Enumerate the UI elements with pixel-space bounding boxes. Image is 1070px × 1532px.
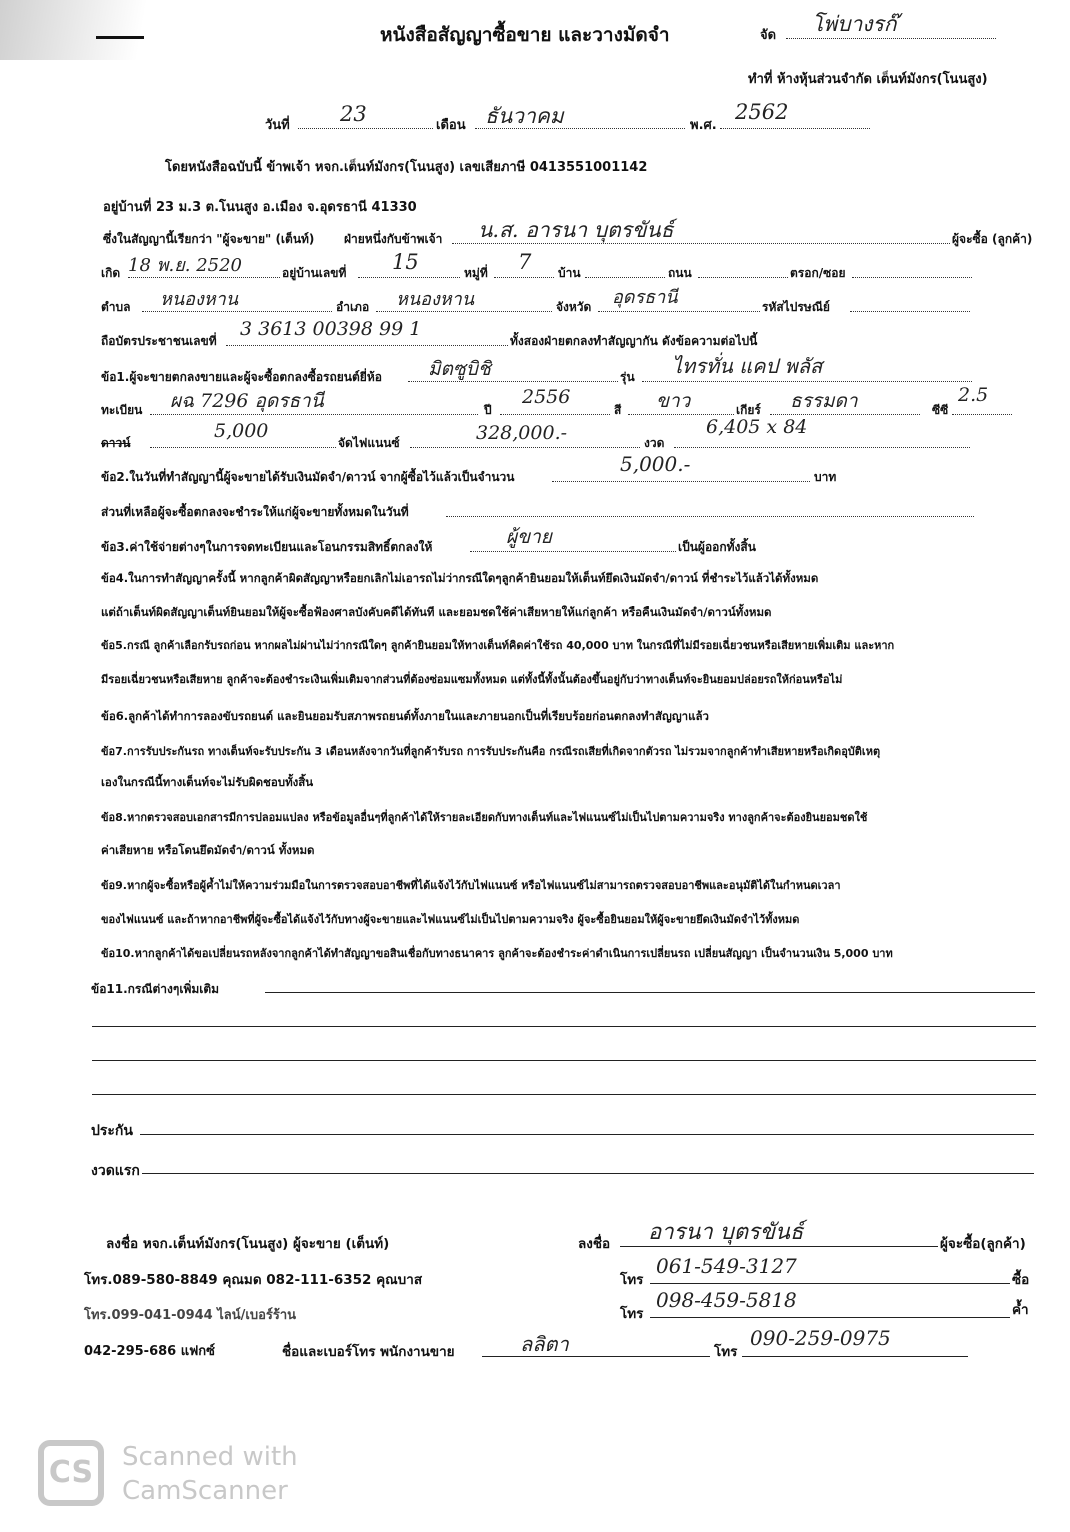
intro-line-3a: ซึ่งในสัญญานี้เรียกว่า "ผู้จะขาย" (เต็นท์) [103,232,315,246]
road-label: ถนน [668,266,692,280]
installment-label: งวด [644,436,665,450]
gear-label: เกียร์ [736,403,761,417]
clause-9a: ข้อ9.หากผู้จะซื้อหรือผู้ค้ำไม่ให้ความร่วมมือในการตรวจสอบอาชีพที่ได้แจ้งไว้กับไฟแนนซ์ หรือไฟแนนซ์ไม่สามารถตรวจสอบอาชีพและอนุมัติได้ในกำหนดเวลา [101,879,841,892]
watermark-line-1: Scanned with [122,1442,298,1472]
clause-2-dots [552,481,810,482]
installment-dots [674,447,970,448]
clause-9b: ของไฟแนนซ์ และถ้าหากอาชีพที่ผู้จะซื้อได้แจ้งไว้กับทางผู้จะขายและไฟแนนซ์ไม่เป็นไปตามความจริง ผู้จะซื้อยินยอมให้ผู้จะขายยึดเงินมัดจำไว้ทั้งหมด [101,913,800,926]
year-label: พ.ศ. [690,118,717,133]
id-value: 3 3613 00398 99 1 [240,318,422,340]
id-dots [226,345,508,346]
made-at-value: โพ่บางรก๊ [812,12,897,36]
clause-11-line-2 [92,1026,1036,1027]
soi-label: ตรอก/ซอย [790,266,846,280]
cc-label: ซีซี [932,403,949,417]
reg-label: ทะเบียน [101,403,143,417]
down-value: 5,000 [214,420,269,442]
staff-line [482,1356,710,1357]
made-at-label: จัด [760,28,777,43]
vehicle-year-dots [500,414,610,415]
first-installment-label: งวดแรก [91,1163,140,1179]
first-installment-line [142,1173,1034,1174]
gear-value: ธรรมดา [790,390,858,412]
house-label: อยู่บ้านเลขที่ [282,266,347,280]
clause-8a: ข้อ8.หากตรวจสอบเอกสารมีการปลอมแปลง หรือข้อมูลอื่นๆที่ลูกค้าได้ให้รายละเอียดกับทางเต็นท์และไฟแนนซ์ไม่เป็นไปตามความจริง ทางลูกค้าจะต้องยินยอมชดใช้ [101,811,868,824]
clause-11-line-3 [92,1060,1036,1061]
day-dots [298,128,433,129]
tel-2-suffix: ค้ำ [1012,1302,1029,1318]
tel-1-suffix: ซื้อ [1012,1272,1030,1288]
clause-3b: เป็นผู้ออกทั้งสิ้น [678,540,756,554]
tel-2-value: 098-459-5818 [656,1288,797,1312]
buyer-sign-label: ลงชื่อ [578,1236,611,1252]
insurance-label: ประกัน [91,1123,133,1139]
clause-6: ข้อ6.ลูกค้าได้ทำการลองขับรถยนต์ และยินยอมรับสภาพรถยนต์ทั้งภายในและภายนอกเป็นที่เรียบร้อยก่อนตกลงทำสัญญาแล้ว [101,709,709,723]
clause-5a: ข้อ5.กรณี ลูกค้าเลือกรับรถก่อน หากผลไม่ผ่านไม่ว่ากรณีใดๆ ลูกค้ายินยอมให้ทางเต็นท์คิดค่าใช้รถ 40,000 บาท ในกรณีที่ไม่มีรอยเฉี่ยวชนหรือเสียหายเพิ่มเติม และหาก [101,639,895,652]
id-label: ถือบัตรประชาชนเลขที่ [101,334,217,348]
vehicle-year-value: 2556 [522,386,571,408]
village-dots [585,277,665,278]
scan-shadow [0,0,200,60]
clause-3a: ข้อ3.ค่าใช้จ่ายต่างๆในการจดทะเบียนและโอนกรรมสิทธิ์ตกลงให้ [101,540,433,554]
moo-dots [494,277,554,278]
born-dots [128,277,280,278]
clause-5b: มีรอยเฉี่ยวชนหรือเสียหาย ลูกค้าจะต้องชำระเงินเพิ่มเติมจากส่วนที่ต้องซ่อมแซมทั้งหมด แต่ทั้งนี้ทั้งนั้นต้องขึ้นอยู่กับว่าทางเต็นท์จะยินยอมปล่อยรถให้ก่อนหรือไม่ [101,673,843,686]
color-value: ขาว [656,390,691,412]
clause-1-text: ข้อ1.ผู้จะขายตกลงขายและผู้จะซื้อตกลงซื้อรถยนต์ยี่ห้อ [101,370,382,384]
day-label: วันที่ [265,118,290,133]
clause-11: ข้อ11.กรณีต่างๆเพิ่มเติม [91,982,220,996]
clause-4b: แต่ถ้าเต็นท์ผิดสัญญาเต็นท์ยินยอมให้ผู้จะซื้อฟ้องศาลบังคับคดีได้ทันที และยอมชดใช้ค่าเสียหายให้แก่ลูกค้า หรือคืนเงินมัดจำ/ดาวน์ทั้งหมด [101,605,772,619]
finance-label: จัดไฟแนนซ์ [338,436,400,450]
village-label: บ้าน [558,266,581,280]
road-dots [698,277,788,278]
finance-dots [410,447,640,448]
amphoe-value: หนองหาน [396,289,475,310]
tambon-label: ตำบล [101,300,131,314]
buyer-sign-suffix: ผู้จะซื้อ(ลูกค้า) [940,1236,1026,1252]
cc-dots [952,414,1012,415]
buyer-sign-value: อารนา บุตรขันธ์ [648,1220,804,1245]
staff-label: ชื่อและเบอร์โทร พนักงานขาย [282,1344,455,1360]
insurance-line [140,1134,1034,1135]
tel-1-label: โทร [620,1272,644,1288]
down-dots [150,447,336,448]
vehicle-year-label: ปี [484,403,492,417]
province-value: อุดรธานี [612,287,678,308]
seller-phones: โทร.089-580-8849 คุณมด 082-111-6352 คุณบาส [84,1272,423,1288]
moo-label: หมู่ที่ [464,266,488,280]
clause-7a: ข้อ7.การรับประกันรถ ทางเต็นท์จะรับประกัน 3 เดือนหลังจากวันที่ลูกค้ารับรถ การรับประกันคือ กรณีรถเสียที่เกิดจากตัวรถ ไม่รวมจากลูกค้าทำเสียหายหรือเกิดอุบัติเหตุ [101,745,881,758]
clause-7b: เองในกรณีนี้ทางเต็นท์จะไม่รับผิดชอบทั้งสิ้น [101,775,314,789]
clause-10: ข้อ10.หากลูกค้าได้ขอเปลี่ยนรถหลังจากลูกค้าได้ทำสัญญาขอสินเชื่อกับทางธนาคาร ลูกค้าจะต้องชำระค่าดำเนินการเปลี่ยนรถ เปลี่ยนสัญญา เป็นจำนวนเงิน 5,000 บาท [101,947,893,960]
finance-value: 328,000.- [476,422,568,444]
intro-line-3b: ฝ่ายหนึ่งกับข้าพเจ้า [344,232,443,246]
document-title: หนังสือสัญญาซื้อขาย และวางมัดจำ [380,24,670,46]
clause-3-dots [470,551,676,552]
year-value: 2562 [735,100,789,124]
month-label: เดือน [436,118,466,133]
place-text: ทำที่ ห้างหุ้นส่วนจำกัด เต็นท์มังกร(โนนสูง) [748,72,988,87]
amphoe-label: อำเภอ [336,300,370,314]
down-label: ดาวน์ [101,436,131,450]
seller-fax: 042-295-686 แฟกซ์ [84,1344,216,1359]
color-label: สี [614,403,622,417]
clause-2a: ข้อ2.ในวันที่ทำสัญญานี้ผู้จะขายได้รับเงินมัดจำ/ดาวน์ จากผู้ซื้อไว้แล้วเป็นจำนวน [101,470,515,484]
installment-value: 6,405 x 84 [706,416,808,438]
intro-line-1: โดยหนังสือฉบับนี้ ข้าพเจ้า หจก.เต็นท์มังกร(โนนสูง) เลขเสียภาษี 0413551001142 [165,160,648,175]
soi-dots [852,277,972,278]
clause-2b: ส่วนที่เหลือผู้จะซื้อตกลงจะชำระให้แก่ผู้จะขายทั้งหมดในวันที่ [101,505,409,519]
born-label: เกิด [101,266,121,280]
seller-phone-line: โทร.099-041-0944 ไลน์/เบอร์ร้าน [84,1308,297,1323]
tel-1-line [650,1283,1010,1284]
buyer-name-value: น.ส. อารนา บุตรขันธ์ [478,218,674,242]
tel-2-label: โทร [620,1306,644,1322]
moo-value: 7 [518,250,532,274]
tel-2-line [650,1317,1010,1318]
intro-line-3c: ผู้จะซื้อ (ลูกค้า) [952,232,1033,246]
seller-signature: ลงชื่อ หจก.เต็นท์มังกร(โนนสูง) ผู้จะขาย (เต็นท์) [106,1236,390,1252]
reg-value: ผฉ 7296 อุดรธานี [170,390,324,412]
tel-1-value: 061-549-3127 [656,1254,797,1278]
clause-4a: ข้อ4.ในการทำสัญญาครั้งนี้ หากลูกค้าผิดสัญญาหรือยกเลิกไม่เอารถไม่ว่ากรณีใดๆลูกค้ายินยอมให้เต็นท์ยึดเงินมัดจำ/ดาวน์ ที่ชำระไว้แล้วได้ทั้งหมด [101,571,819,585]
year-dots [720,128,870,129]
province-label: จังหวัด [556,300,592,314]
house-dots [358,277,460,278]
watermark-line-2: CamScanner [122,1476,288,1506]
clause-2b-dots [446,516,974,517]
cc-value: 2.5 [958,384,989,406]
intro-line-2: อยู่บ้านที่ 23 ม.3 ต.โนนสูง อ.เมือง จ.อุดรธานี 41330 [103,200,417,215]
camscanner-watermark [122,1440,298,1508]
clause-2-value: 5,000.- [620,452,691,476]
clause-8b: ค่าเสียหาย หรือโดนยึดมัดจำ/ดาวน์ ทั้งหมด [101,843,315,857]
province-dots [598,311,760,312]
postal-dots [850,311,970,312]
tel-3-line [742,1356,968,1357]
brand-value: มิตซูบิชิ [428,358,491,380]
born-value: 18 พ.ย. 2520 [128,255,243,276]
clause-11-line-1 [265,992,1035,993]
staff-value: ลลิตา [520,1332,569,1356]
model-label: รุ่น [620,370,635,384]
clause-3-value: ผู้ขาย [506,526,552,548]
house-value: 15 [392,250,419,274]
day-value: 23 [340,102,367,126]
clause-2-baht: บาท [814,470,837,484]
top-left-mark [96,36,144,39]
camscanner-logo: CS [38,1440,104,1506]
tel-3-value: 090-259-0975 [750,1326,891,1350]
tambon-value: หนองหาน [160,289,239,310]
tel-3-label: โทร [714,1344,738,1360]
month-value: ธันวาคม [485,104,564,128]
model-value: ไทรทั่น แคป พลัส [672,354,823,378]
clause-11-line-4 [92,1094,1036,1095]
id-suffix: ทั้งสองฝ่ายตกลงทำสัญญากัน ดังข้อความต่อไปนี้ [510,334,758,348]
postal-label: รหัสไปรษณีย์ [762,300,830,314]
